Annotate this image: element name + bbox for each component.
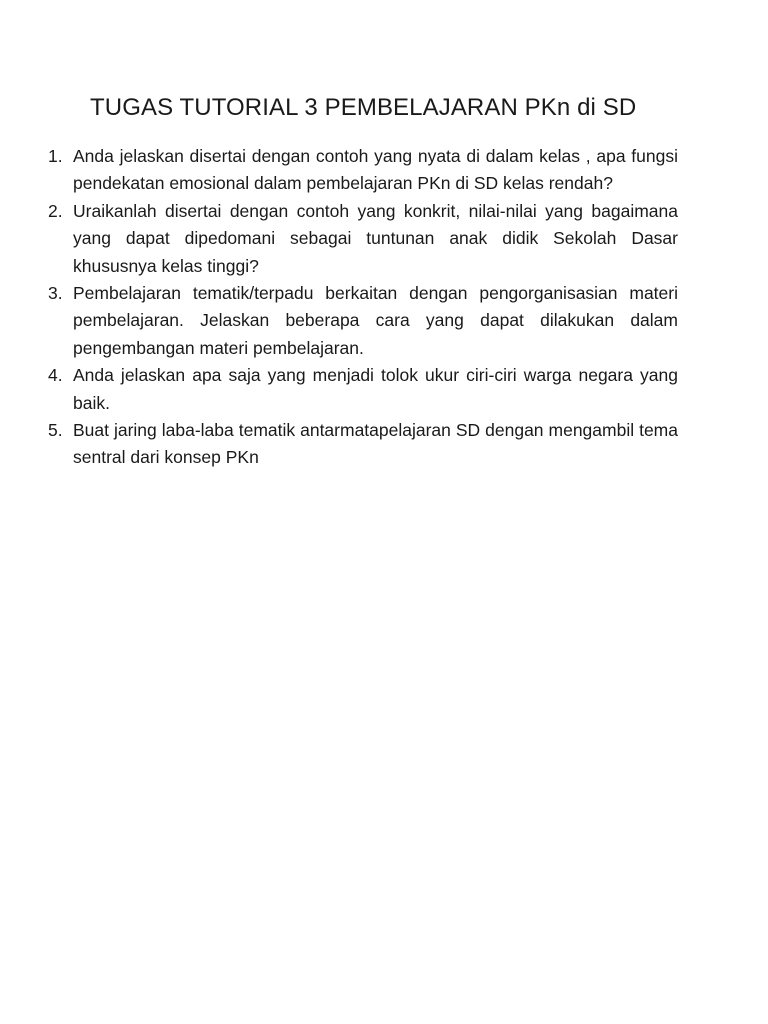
- question-number: 5.: [48, 420, 63, 441]
- question-item-5: [48, 417, 678, 472]
- question-number: 2.: [48, 200, 63, 221]
- question-item-1: [48, 143, 678, 198]
- question-text: Anda jelaskan apa saja yang menjadi tolok ukur ciri-ciri warga negara yang baik.: [73, 365, 678, 413]
- question-number: 4.: [48, 365, 63, 386]
- question-item-3: [48, 280, 678, 362]
- question-text: Anda jelaskan disertai dengan contoh yang nyata di dalam kelas , apa fungsi pendekatan emosional dalam pembelajaran PKn di SD kelas rendah?: [73, 146, 678, 194]
- question-list: [48, 143, 678, 472]
- question-text: Buat jaring laba-laba tematik antarmatapelajaran SD dengan mengambil tema sentral dari konsep PKn: [73, 420, 678, 468]
- question-text: Uraikanlah disertai dengan contoh yang konkrit, nilai-nilai yang bagaimana yang dapat dipedomani sebagai tuntunan anak didik Sekolah Dasar khususnya kelas tinggi?: [73, 200, 678, 276]
- document-title: TUGAS TUTORIAL 3 PEMBELAJARAN PKn di SD: [90, 94, 637, 121]
- question-item-2: [48, 198, 678, 280]
- question-text: Pembelajaran tematik/terpadu berkaitan dengan pengorganisasian materi pembelajaran. Jelaskan beberapa cara yang dapat dilakukan dalam pengembangan materi pembelajaran.: [73, 283, 678, 358]
- question-item-4: [48, 362, 678, 417]
- question-number: 1.: [48, 146, 63, 166]
- question-number: 3.: [48, 283, 63, 304]
